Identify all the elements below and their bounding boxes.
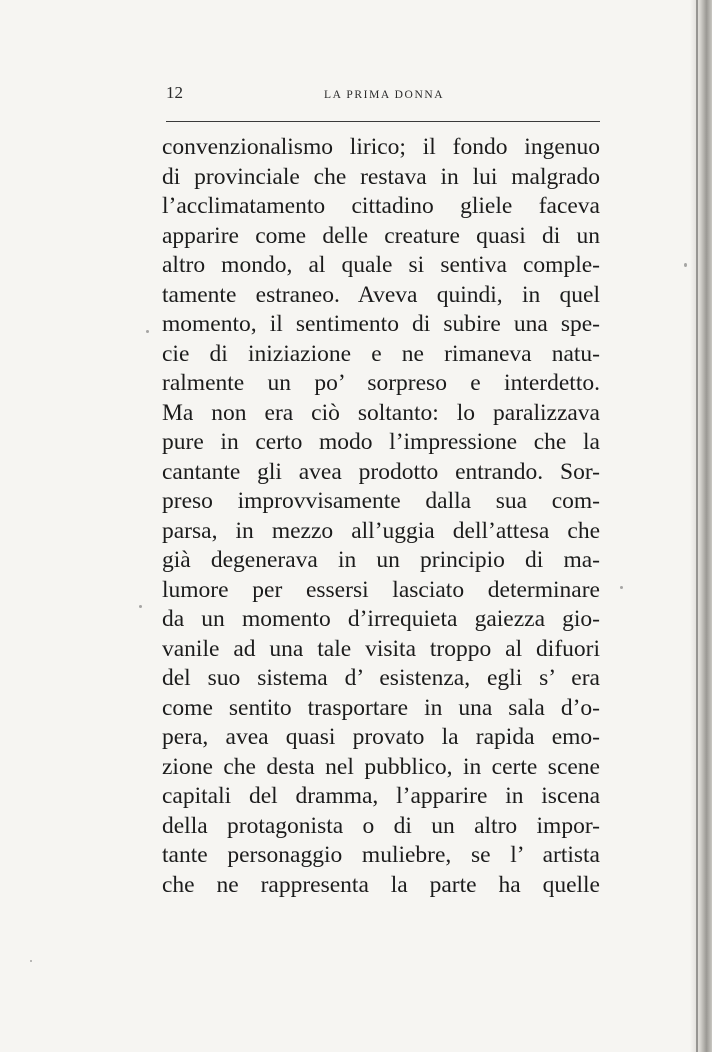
binding-edge	[690, 0, 712, 1052]
header-rule	[166, 121, 600, 122]
text-line: apparire come delle creature quasi di un	[162, 222, 600, 249]
text-line: come sentito trasportare in una sala d’o-	[162, 694, 600, 721]
scan-speck	[30, 960, 32, 962]
text-line: da un momento d’irrequieta gaiezza gio-	[162, 606, 600, 632]
text-line: ralmente un po’ sorpreso e interdetto.	[162, 370, 600, 396]
text-line: parsa, in mezzo all’uggia dell’attesa che	[162, 517, 600, 544]
text-line: tamente estraneo. Aveva quindi, in quel	[162, 281, 600, 308]
text-line: tante personaggio muliebre, se l’ artista	[162, 842, 600, 868]
text-line: vanile ad una tale visita troppo al difuori	[162, 635, 600, 662]
running-title: LA PRIMA DONNA	[324, 89, 445, 101]
text-line: cantante gli avea prodotto entrando. Sor-	[162, 458, 600, 485]
scan-speck	[139, 605, 142, 608]
text-line: convenzionalismo lirico; il fondo ingenuo	[162, 134, 600, 160]
text-line: lumore per essersi lasciato determinare	[162, 576, 600, 603]
scan-speck	[684, 263, 687, 267]
page-number: 12	[166, 83, 183, 102]
binding-shadow-line	[696, 0, 698, 1052]
text-line: di provinciale che restava in lui malgrado	[162, 163, 600, 190]
text-line: preso improvvisamente dalla sua com-	[162, 488, 600, 514]
text-line: altro mondo, al quale si sentiva comple-	[162, 252, 600, 278]
text-line: cie di iniziazione e ne rimaneva natu-	[162, 340, 600, 367]
text-line: zione che desta nel pubblico, in certe scene	[162, 753, 600, 780]
text-line: Ma non era ciò soltanto: lo paralizzava	[162, 399, 600, 426]
text-line: già degenerava in un principio di ma-	[162, 547, 600, 573]
body-text	[162, 133, 600, 900]
text-line: pure in certo modo l’impressione che la	[162, 429, 600, 455]
scan-speck	[620, 586, 623, 589]
text-line: momento, il sentimento di subire una spe-	[162, 311, 600, 337]
text-line: capitali del dramma, l’apparire in iscena	[162, 783, 600, 809]
scan-speck	[146, 330, 149, 333]
page-header	[166, 83, 598, 109]
text-line: della protagonista o di un altro impor-	[162, 812, 600, 839]
text-line: l’acclimatamento cittadino gliele faceva	[162, 193, 600, 219]
text-line: che ne rappresenta la parte ha quelle	[162, 871, 600, 898]
text-line: pera, avea quasi provato la rapida emo-	[162, 724, 600, 750]
text-line: del suo sistema d’ esistenza, egli s’ era	[162, 665, 600, 691]
